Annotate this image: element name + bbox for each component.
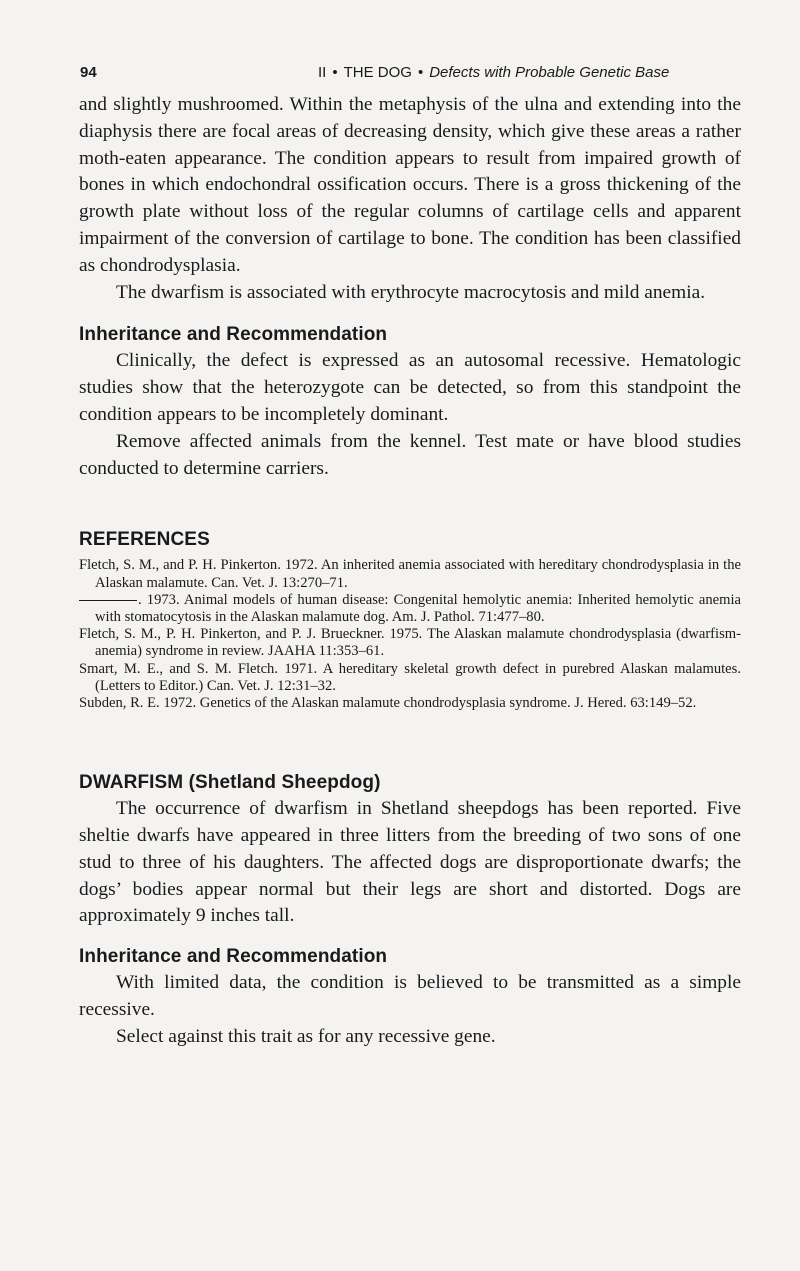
section-heading-dwarfism: DWARFISM (Shetland Sheepdog)	[79, 772, 381, 794]
reference-list	[79, 557, 741, 712]
section-heading-inheritance: Inheritance and Recommendation	[79, 946, 388, 968]
reference-item: Subden, R. E. 1972. Genetics of the Alaskan malamute chondrodysplasia syndrome. J. Hered. 63:149–52.	[79, 694, 697, 711]
ditto-rule	[79, 600, 137, 601]
running-head-section: THE DOG	[343, 64, 412, 81]
body-paragraph: The dwarfism is associated with erythrocyte macrocytosis and mild anemia.	[116, 281, 706, 303]
reference-item: Fletch, S. M., and P. H. Pinkerton. 1972. An inherited anemia associated with hereditary chondrodysplasia in the Alaskan malamute. Can. Vet. J. 13:270–71.	[79, 557, 741, 591]
page-number: 94	[80, 64, 97, 81]
page-content	[79, 92, 741, 1051]
body-paragraph: and slightly mushroomed. Within the metaphysis of the ulna and extending into the diaphysis there are focal areas of decreasing density, which give these areas a rather moth-eaten appearance. The condition appears to result from impaired growth of bones in which endochondral ossification occurs. There is a gross thickening of the growth plate without loss of the regular columns of cartilage cells and apparent impairment of the conversion of cartilage to bone. The condition has been classified as chondrodysplasia.	[79, 94, 741, 276]
reference-item	[79, 592, 741, 626]
references-heading: REFERENCES	[79, 529, 210, 551]
body-paragraph: The occurrence of dwarfism in Shetland sheepdogs has been reported. Five sheltie dwarfs have appeared in three litters from the breeding of two sons of one stud to three of his daughters. The affected dogs are disproportionate dwarfs; the dogs’ bodies appear normal but their legs are short and distorted. Dogs are approximately 9 inches tall.	[79, 798, 741, 927]
body-paragraph: Remove affected animals from the kennel. Test mate or have blood studies conducted to determine carriers.	[79, 430, 741, 479]
reference-text: . 1973. Animal models of human disease: Congenital hemolytic anemia: Inherited hemolytic anemia with stomatocytosis in the Alaskan malamute dog. Am. J. Pathol. 71:477–80.	[95, 591, 741, 625]
reference-item: Fletch, S. M., P. H. Pinkerton, and P. J. Brueckner. 1975. The Alaskan malamute chondrodysplasia (dwarfism-anemia) syndrome in review. JAAHA 11:353–61.	[79, 626, 741, 660]
bullet-separator: •	[332, 64, 338, 81]
running-head	[318, 64, 669, 81]
running-head-chapter: Defects with Probable Genetic Base	[429, 64, 670, 81]
reference-item: Smart, M. E., and S. M. Fletch. 1971. A hereditary skeletal growth defect in purebred Alaskan malamutes. (Letters to Editor.) Can. Vet. J. 12:31–32.	[79, 660, 741, 694]
bullet-separator: •	[417, 64, 424, 81]
running-head-part: II	[318, 64, 327, 81]
body-paragraph: Select against this trait as for any recessive gene.	[116, 1025, 496, 1047]
section-heading-inheritance: Inheritance and Recommendation	[79, 324, 388, 346]
body-paragraph: With limited data, the condition is believed to be transmitted as a simple recessive.	[79, 972, 741, 1020]
body-paragraph: Clinically, the defect is expressed as an autosomal recessive. Hematologic studies show that the heterozygote can be detected, so from this standpoint the condition appears to be incompletely dominant.	[79, 350, 741, 425]
